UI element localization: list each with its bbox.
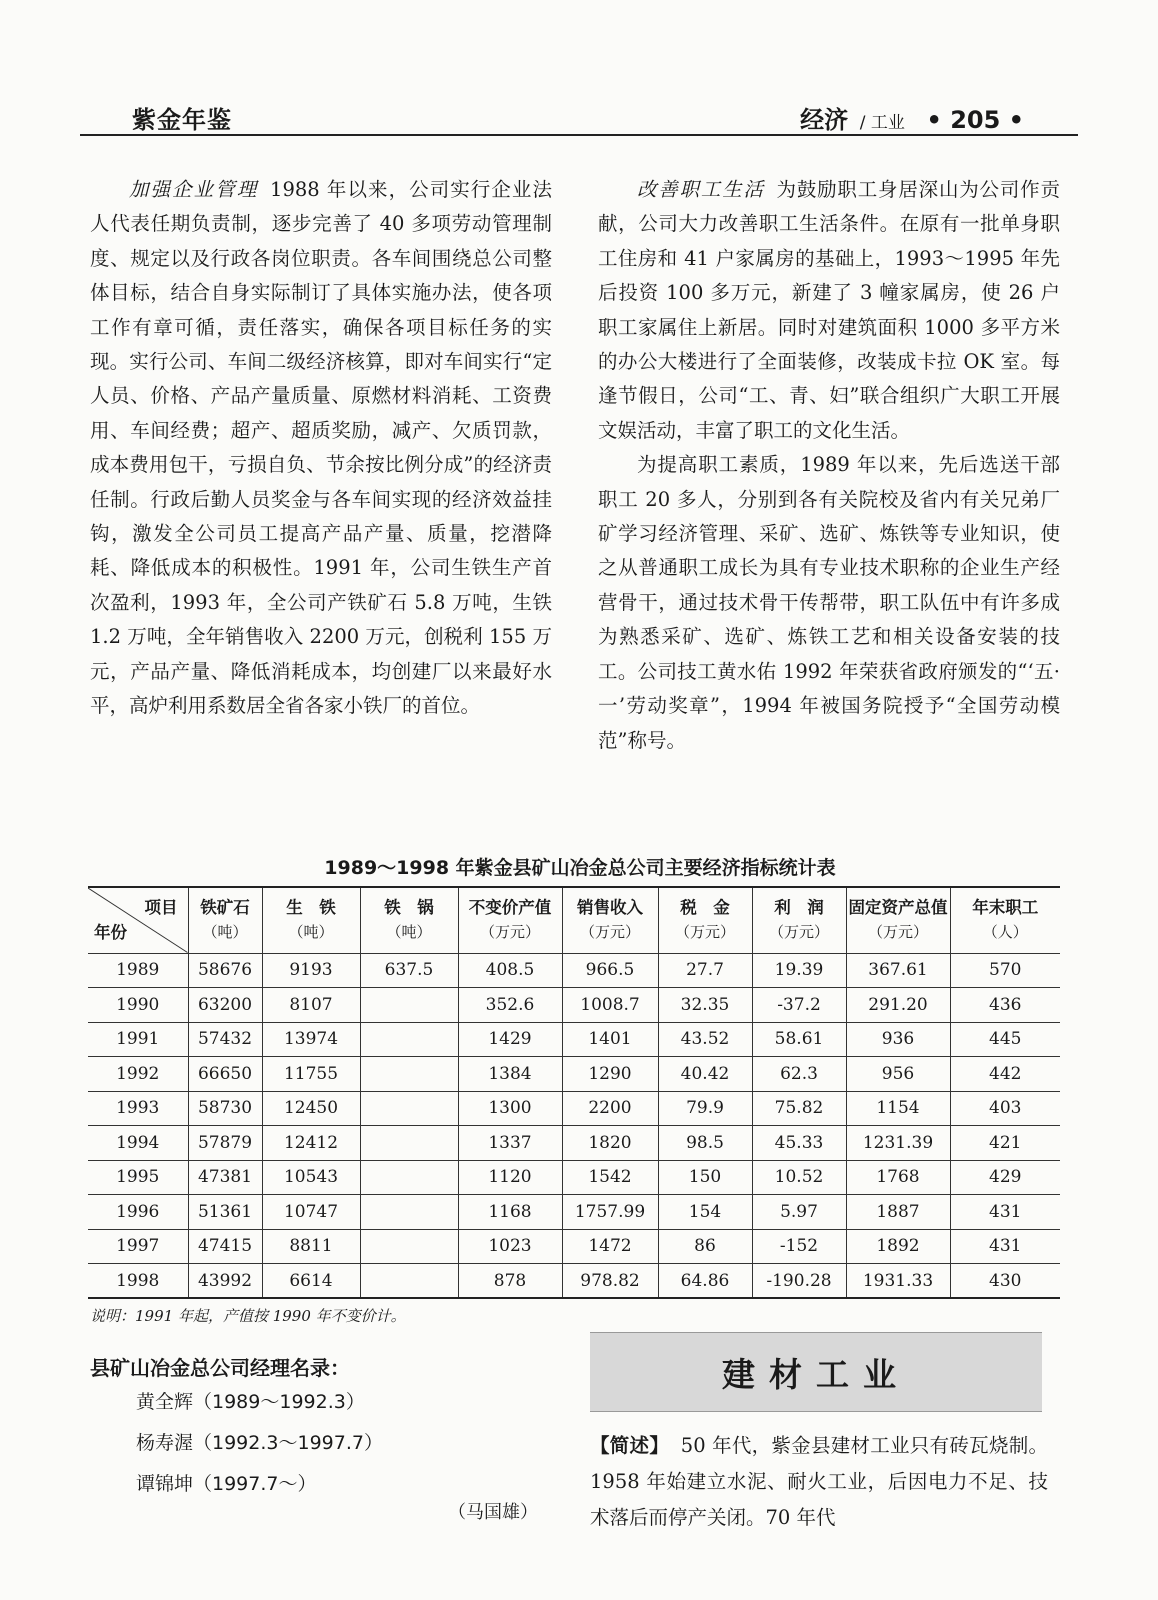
table-cell: 51361: [188, 1195, 262, 1230]
table-cell: 1008.7: [562, 988, 658, 1023]
table-cell: 79.9: [658, 1091, 752, 1126]
table-cell: 58730: [188, 1091, 262, 1126]
table-cell: 12450: [262, 1091, 360, 1126]
table-cell: 445: [950, 1022, 1060, 1057]
table-cell: 43.52: [658, 1022, 752, 1057]
year-cell: 1990: [88, 988, 188, 1023]
column-name: 铁 锅: [384, 898, 434, 918]
table-cell: 13974: [262, 1022, 360, 1057]
table-cell: [360, 1264, 458, 1299]
table-cell: 408.5: [458, 953, 562, 988]
table-cell: 10747: [262, 1195, 360, 1230]
page-number: • 205 •: [926, 106, 1024, 134]
year-cell: 1989: [88, 953, 188, 988]
table-header-row: [88, 887, 1060, 953]
table-cell: 1290: [562, 1057, 658, 1092]
table-cell: 58.61: [752, 1022, 846, 1057]
column-unit: （吨）: [202, 923, 248, 942]
table-cell: 936: [846, 1022, 950, 1057]
table-cell: 1892: [846, 1229, 950, 1264]
table-row: [88, 1057, 1060, 1092]
table-row: [88, 1126, 1060, 1161]
column-header: [950, 887, 1060, 953]
table-cell: 442: [950, 1057, 1060, 1092]
table-cell: 431: [950, 1229, 1060, 1264]
right-column: [598, 173, 1060, 758]
table-cell: -152: [752, 1229, 846, 1264]
table-cell: 430: [950, 1264, 1060, 1299]
column-name: 铁矿石: [200, 898, 250, 918]
column-unit: （万元）: [674, 923, 735, 942]
table-cell: [360, 1022, 458, 1057]
table-caption: 1989～1998 年紫金县矿山冶金总公司主要经济指标统计表: [324, 857, 836, 879]
table-cell: 1542: [562, 1160, 658, 1195]
table-cell: -37.2: [752, 988, 846, 1023]
intro-paragraph: [590, 1428, 1048, 1536]
year-cell: 1996: [88, 1195, 188, 1230]
table-cell: 1401: [562, 1022, 658, 1057]
year-cell: 1991: [88, 1022, 188, 1057]
year-cell: 1997: [88, 1229, 188, 1264]
table-cell: 43992: [188, 1264, 262, 1299]
table-cell: 57879: [188, 1126, 262, 1161]
column-name: 生 铁: [286, 898, 336, 918]
column-unit: （人）: [982, 923, 1028, 942]
table-cell: 1168: [458, 1195, 562, 1230]
left-column: [90, 173, 552, 724]
column-header: [562, 887, 658, 953]
table-cell: [360, 1126, 458, 1161]
subsection-path: [860, 113, 905, 133]
managers-title: 县矿山冶金总公司经理名录：: [90, 1356, 350, 1380]
table-cell: 352.6: [458, 988, 562, 1023]
table-cell: 431: [950, 1195, 1060, 1230]
running-header: [80, 96, 1078, 136]
managers-list: [136, 1382, 383, 1505]
table-cell: 1472: [562, 1229, 658, 1264]
table-cell: [360, 1195, 458, 1230]
table-cell: 956: [846, 1057, 950, 1092]
paragraph-text: 为鼓励职工身居深山为公司作贡献，公司大力改善职工生活条件。在原有一批单身职工住房和 41 户家属房的基础上，1993～1995 年先后投资 100 多万元，新建了 3 幢家属房，使 26 户职工家属住上新居。同时对建筑面积 1000 多平方米的办公大楼进行了全面装修，改装成卡拉 OK 室。每逢节假日，公司“工、青、妇”联合组织广大职工开展文娱活动，丰富了职工的文化生活。: [598, 178, 1060, 442]
paragraph-text: 1988 年以来，公司实行企业法人代表任期负责制，逐步完善了 40 多项劳动管理制度、规定以及行政各岗位职责。各车间围绕总公司整体目标，结合自身实际制订了具体实施办法，使各项工作有章可循，责任落实，确保各项目标任务的实现。实行公司、车间二级经济核算，即对车间实行“定人员、价格、产品产量质量、原燃材料消耗、工资费用、车间经费；超产、超质奖励，减产、欠质罚款，成本费用包干，亏损自负、节余按比例分成”的经济责任制。行政后勤人员奖金与各车间实现的经济效益挂钩，激发全公司员工提高产品产量、质量，挖潜降耗、降低成本的积极性。1991 年，公司生铁生产首次盈利，1993 年，全公司产铁矿石 5.8 万吨，生铁 1.2 万吨，全年销售收入 2200 万元，创税利 155 万元，产品产量、降低消耗成本，均创建厂以来最好水平，高炉利用系数居全省各家小铁厂的首位。: [90, 178, 552, 718]
table-cell: 1120: [458, 1160, 562, 1195]
column-header: [262, 887, 360, 953]
section-path: [800, 100, 1024, 135]
table-cell: [360, 1057, 458, 1092]
table-cell: [360, 988, 458, 1023]
table-cell: 1154: [846, 1091, 950, 1126]
book-title: 紫金年鉴: [132, 106, 232, 134]
table-cell: -190.28: [752, 1264, 846, 1299]
column-header: [360, 887, 458, 953]
column-header: [458, 887, 562, 953]
table-cell: 47415: [188, 1229, 262, 1264]
table-row: [88, 1091, 1060, 1126]
section-banner: 建材工业: [590, 1332, 1042, 1412]
table-note: 说明：1991 年起，产值按 1990 年不变价计。: [90, 1307, 406, 1325]
table-cell: 1231.39: [846, 1126, 950, 1161]
table-cell: 1931.33: [846, 1264, 950, 1299]
corner-top-label: 项目: [144, 898, 178, 917]
column-unit: （万元）: [867, 923, 928, 942]
table-cell: 1300: [458, 1091, 562, 1126]
table-cell: 1384: [458, 1057, 562, 1092]
table-cell: 58676: [188, 953, 262, 988]
table-cell: 64.86: [658, 1264, 752, 1299]
table-row: [88, 1195, 1060, 1230]
manager-item: 谭锦坤（1997.7～）: [136, 1473, 317, 1495]
table-cell: 1023: [458, 1229, 562, 1264]
table-cell: 63200: [188, 988, 262, 1023]
author-signature: （马国雄）: [448, 1502, 538, 1523]
path-separator: /: [859, 113, 866, 133]
table-row: [88, 953, 1060, 988]
manager-item: 杨寿渥（1992.3～1997.7）: [136, 1432, 383, 1454]
column-unit: （万元）: [579, 923, 640, 942]
column-header: [658, 887, 752, 953]
table-cell: 11755: [262, 1057, 360, 1092]
table-cell: 57432: [188, 1022, 262, 1057]
column-unit: （万元）: [479, 923, 540, 942]
column-name: 税 金: [680, 898, 730, 918]
table-body: [88, 953, 1060, 1298]
table-cell: [360, 1160, 458, 1195]
table-cell: 403: [950, 1091, 1060, 1126]
table-cell: 9193: [262, 953, 360, 988]
table-cell: 47381: [188, 1160, 262, 1195]
year-cell: 1998: [88, 1264, 188, 1299]
column-name: 年末职工: [972, 898, 1039, 918]
table-cell: 12412: [262, 1126, 360, 1161]
table-cell: 2200: [562, 1091, 658, 1126]
column-unit: （万元）: [768, 923, 829, 942]
column-header: [846, 887, 950, 953]
year-cell: 1993: [88, 1091, 188, 1126]
table-cell: 367.61: [846, 953, 950, 988]
subsection-name: 工业: [870, 113, 905, 133]
column-name: 销售收入: [577, 898, 643, 918]
table-cell: 40.42: [658, 1057, 752, 1092]
column-name: 不变价产值: [468, 898, 552, 918]
table-cell: 150: [658, 1160, 752, 1195]
table-cell: 978.82: [562, 1264, 658, 1299]
year-cell: 1994: [88, 1126, 188, 1161]
year-cell: 1995: [88, 1160, 188, 1195]
table-cell: 878: [458, 1264, 562, 1299]
table-cell: 8811: [262, 1229, 360, 1264]
table-cell: [360, 1229, 458, 1264]
table-cell: 10543: [262, 1160, 360, 1195]
economic-indicators-table: [88, 886, 1060, 1299]
table-cell: 98.5: [658, 1126, 752, 1161]
paragraph-training: 为提高职工素质，1989 年以来，先后选送干部职工 20 多人，分别到各有关院校及省内有关兄弟厂矿学习经济管理、采矿、选矿、炼铁等专业知识，使之从普通职工成长为具有专业技术职称的企业生产经营骨干，通过技术骨干传帮带，职工队伍中有许多成为熟悉采矿、选矿、炼铁工艺和相关设备安装的技工。公司技工黄水佑 1992 年荣获省政府颁发的“‘五·一’劳动奖章”，1994 年被国务院授予“全国劳动模范”称号。: [598, 453, 1060, 752]
table-row: [88, 1229, 1060, 1264]
table-cell: 1768: [846, 1160, 950, 1195]
table-cell: 1429: [458, 1022, 562, 1057]
table-cell: 5.97: [752, 1195, 846, 1230]
paragraph-lead: 加强企业管理: [129, 178, 259, 201]
table-cell: 1887: [846, 1195, 950, 1230]
intro-text: 50 年代，紫金县建材工业只有砖瓦烧制。1958 年始建立水泥、耐火工业，后因电力不足、技术落后而停产关闭。70 年代: [590, 1434, 1048, 1529]
column-header: [188, 887, 262, 953]
paragraph-lead: 改善职工生活: [637, 178, 765, 201]
corner-header: [88, 887, 188, 953]
table-row: [88, 1022, 1060, 1057]
table-cell: 1337: [458, 1126, 562, 1161]
table-cell: 10.52: [752, 1160, 846, 1195]
table-cell: 429: [950, 1160, 1060, 1195]
paragraph-living: [598, 173, 1060, 448]
table-cell: 570: [950, 953, 1060, 988]
paragraph-management: [90, 173, 552, 724]
table-cell: 27.7: [658, 953, 752, 988]
table-cell: 45.33: [752, 1126, 846, 1161]
table-row: [88, 1160, 1060, 1195]
year-cell: 1992: [88, 1057, 188, 1092]
table-cell: 86: [658, 1229, 752, 1264]
column-unit: （吨）: [288, 923, 334, 942]
table-cell: 6614: [262, 1264, 360, 1299]
table-cell: 1757.99: [562, 1195, 658, 1230]
table-cell: 1820: [562, 1126, 658, 1161]
table-cell: 637.5: [360, 953, 458, 988]
table-cell: [360, 1091, 458, 1126]
table-cell: 32.35: [658, 988, 752, 1023]
table-row: [88, 988, 1060, 1023]
table-cell: 154: [658, 1195, 752, 1230]
corner-bottom-label: 年份: [94, 922, 127, 942]
table-cell: 421: [950, 1126, 1060, 1161]
table-cell: 291.20: [846, 988, 950, 1023]
table-row: [88, 1264, 1060, 1299]
column-name: 利 润: [774, 898, 824, 918]
table-cell: 62.3: [752, 1057, 846, 1092]
intro-tag: 【简述】: [590, 1434, 670, 1457]
table-cell: 66650: [188, 1057, 262, 1092]
section-name: 经济: [800, 106, 849, 134]
table-cell: 75.82: [752, 1091, 846, 1126]
column-header: [752, 887, 846, 953]
column-name: 固定资产总值: [848, 898, 948, 918]
table-cell: 8107: [262, 988, 360, 1023]
table-cell: 966.5: [562, 953, 658, 988]
table-cell: 436: [950, 988, 1060, 1023]
column-unit: （吨）: [386, 923, 432, 942]
manager-item: 黄全辉（1989～1992.3）: [136, 1391, 365, 1413]
table-cell: 19.39: [752, 953, 846, 988]
